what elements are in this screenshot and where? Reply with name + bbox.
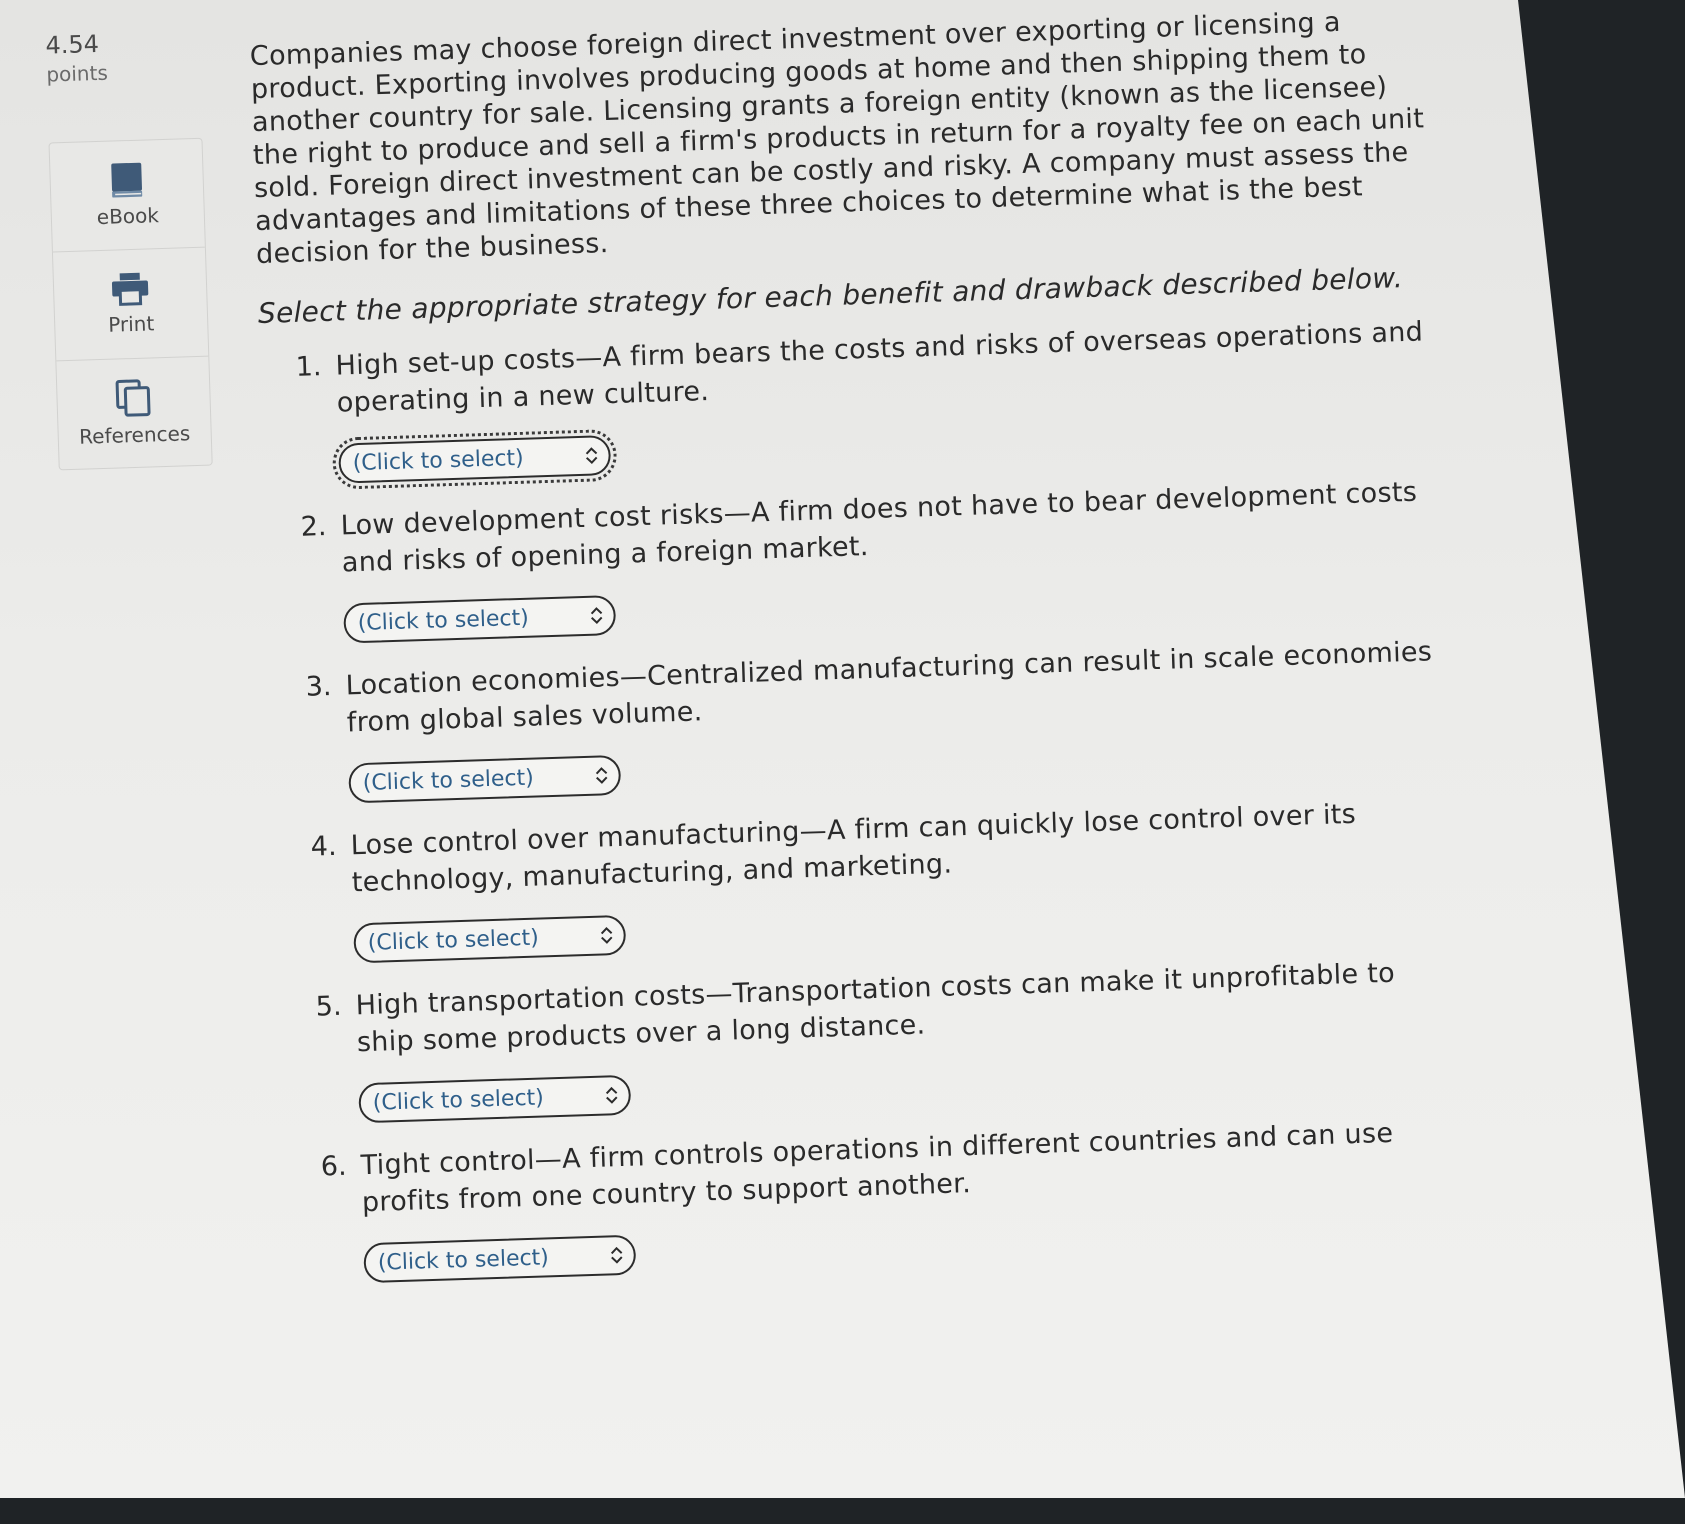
references-label: References bbox=[78, 421, 191, 449]
printer-icon bbox=[111, 271, 150, 306]
list-item bbox=[269, 633, 1453, 806]
select-value: (Click to select) bbox=[372, 1084, 545, 1116]
references-button[interactable] bbox=[56, 357, 211, 470]
list-item bbox=[274, 793, 1458, 966]
chevron-up-down-icon bbox=[609, 1246, 624, 1264]
chevron-up-down-icon bbox=[604, 1086, 619, 1104]
chevron-up-down-icon bbox=[584, 446, 599, 464]
strategy-select-2[interactable] bbox=[343, 595, 616, 644]
strategy-select-5[interactable] bbox=[358, 1075, 631, 1124]
question-instruction: Select the appropriate strategy for each benefit and drawback described below. bbox=[257, 261, 1404, 331]
question-text: High transportation costs—Transportation costs can make it unprofitable to ship some products over a long distance. bbox=[355, 957, 1396, 1059]
points-label: points bbox=[45, 60, 109, 87]
points-indicator bbox=[45, 29, 108, 89]
list-item bbox=[259, 313, 1443, 486]
chevron-up-down-icon bbox=[589, 606, 604, 624]
question-intro: Companies may choose foreign direct investment over exporting or licensing a product. Exporting involves producing goods at home and then shipping them to another country for sale. Licensing grants a foreign entity (known as the licensee) the right to produce and sell a firm's products in return for a royalty fee on each unit sold. Foreign direct investment can be costly and risky. A company must assess the advantages and limitations of these three choices to determine what is the best decision for the business. bbox=[249, 6, 1425, 271]
question-text: Low development cost risks—A firm does not have to bear development costs and risks of opening a foreign market. bbox=[340, 476, 1418, 579]
select-value: (Click to select) bbox=[352, 445, 525, 476]
question-number: 6. bbox=[320, 1150, 348, 1183]
question-text: Location economies—Centralized manufacturing can result in scale economies from global sales volume. bbox=[345, 636, 1433, 739]
chevron-up-down-icon bbox=[594, 766, 609, 784]
question-text: Lose control over manufacturing—A firm can quickly lose control over its technology, manufacturing, and marketing. bbox=[350, 798, 1357, 899]
ebook-button[interactable] bbox=[50, 139, 205, 253]
list-item bbox=[284, 1113, 1468, 1286]
book-icon bbox=[109, 162, 144, 199]
strategy-select-1[interactable] bbox=[338, 435, 611, 484]
select-value: (Click to select) bbox=[357, 605, 530, 636]
question-number: 1. bbox=[295, 351, 322, 383]
select-value: (Click to select) bbox=[377, 1244, 550, 1276]
print-button[interactable] bbox=[53, 248, 208, 362]
question-text: High set-up costs—A firm bears the costs and risks of overseas operations and operating in a new culture. bbox=[335, 316, 1424, 419]
tool-panel bbox=[49, 138, 213, 471]
question-list bbox=[259, 313, 1468, 1286]
question-text: Tight control—A firm controls operations in different countries and can use profits from one country to support another. bbox=[360, 1117, 1394, 1219]
copy-icon bbox=[115, 378, 152, 417]
question-number: 3. bbox=[305, 670, 332, 703]
points-value: 4.54 bbox=[45, 29, 100, 60]
question-content bbox=[249, 3, 1468, 1309]
list-item bbox=[279, 953, 1463, 1126]
list-item bbox=[264, 473, 1448, 646]
strategy-select-4[interactable] bbox=[353, 915, 626, 964]
question-number: 2. bbox=[300, 511, 327, 543]
question-number: 4. bbox=[310, 830, 338, 863]
strategy-select-3[interactable] bbox=[348, 755, 621, 804]
ebook-label: eBook bbox=[96, 203, 160, 230]
select-value: (Click to select) bbox=[367, 925, 540, 956]
question-number: 5. bbox=[315, 990, 343, 1023]
select-value: (Click to select) bbox=[362, 765, 535, 796]
strategy-select-6[interactable] bbox=[363, 1235, 636, 1284]
print-label: Print bbox=[107, 311, 155, 337]
chevron-up-down-icon bbox=[599, 926, 614, 944]
